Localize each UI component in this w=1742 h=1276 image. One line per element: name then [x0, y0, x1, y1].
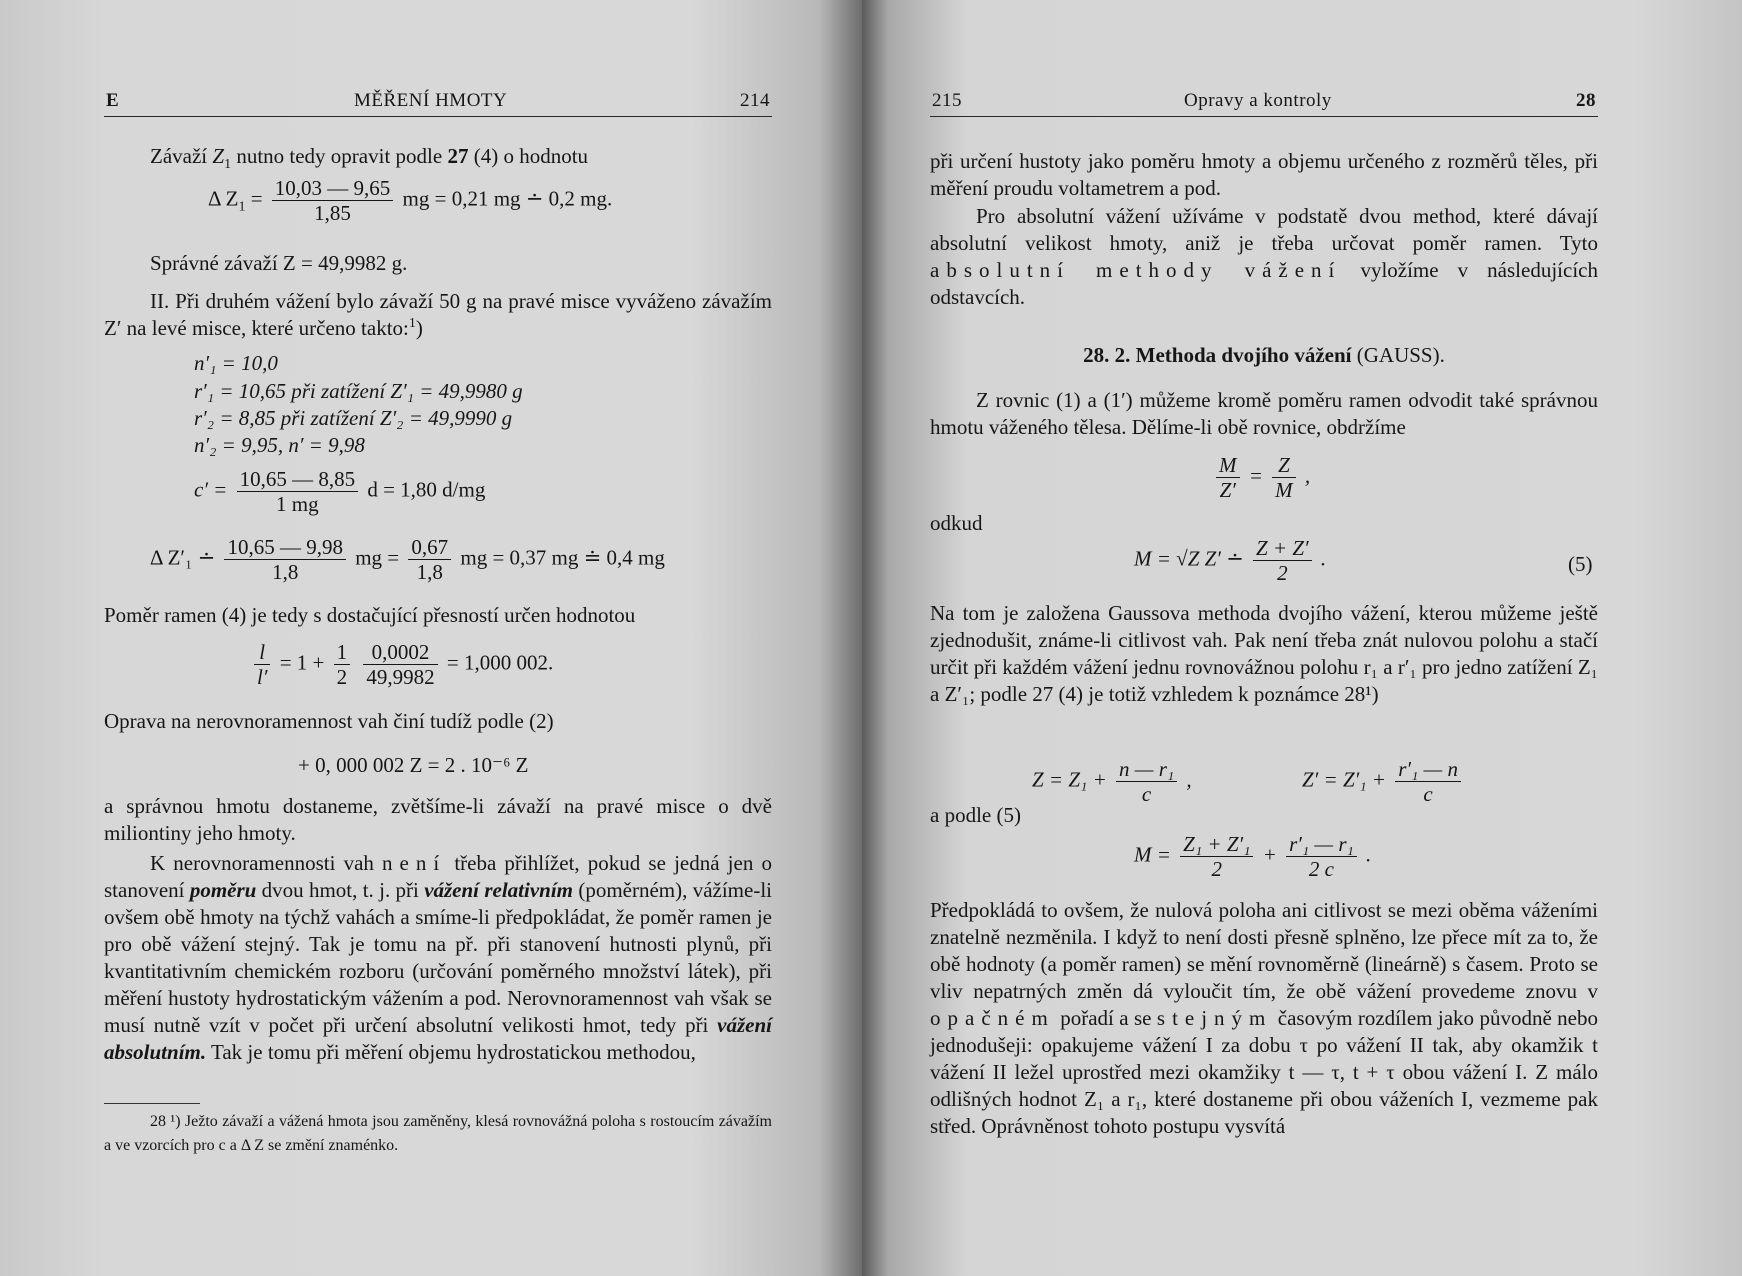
paragraph-correct-mass: a správnou hmotu dostaneme, zvětšíme-li závaží na pravé misce o dvě miliontiny jeho hmoty. [104, 794, 772, 845]
equation-arm-ratio: $\frac{l}{l'}$ = 1 + $\frac{1}{2}$ $\frac{0,0002}{49,9982}$ = 1,000 002. [250, 640, 553, 689]
paragraph-gauss-method: Na tom je založena Gaussova methoda dvojího vážení, kterou můžeme ještě zjednodušit, známe-li citlivost vah. Pak není třeba znát nulovou polohu a stačí určit při každém vážení jednu rovnovážnou polohu r₁ a r′₁ pro jedno zatížení Z₁ a Z′₁; podle 27 (4) je totiž vzhledem k poznámce 28¹) [930, 601, 1598, 706]
paragraph-absolute-methods: Pro absolutní vážení užíváme v podstatě dvou method, které dávají absolutní velikost hmoty, aniž je třeba určovat poměr ramen. Tyto absolutní methody vážení vyložíme v následujících odstavcích. [930, 204, 1598, 309]
podle-5-label: a podle (5) [930, 803, 1021, 827]
paragraph-weight-correction: Závaží $Z_1$ nutno tedy opravit podle 27 (4) o hodnotu [150, 144, 589, 173]
right-page [862, 0, 1742, 1276]
footnote: 28 ¹) Ježto závaží a vážená hmota jsou zaměněny, klesá rovnovážná poloha s rostoucím závažím a ve vzorcích pro c a Δ Z se změní znaménko. [104, 1113, 772, 1154]
page-number: 215 [932, 90, 962, 111]
header-title: MĚŘENÍ HMOTY [354, 90, 508, 111]
reading-2: r′₁ = 10,65 při zatížení Z′₁ = 49,9980 g [194, 379, 523, 403]
equation-delta-z-prime: Δ Z′₁ ∸ $\frac{10,65 — 9,98}{1,8}$ mg = $\frac{0,67}{1,8}$ mg = 0,37 mg ≐ 0,4 mg [150, 535, 665, 584]
paragraph-correction: Oprava na nerovnoramennost vah činí tudíž podle (2) [104, 709, 554, 733]
running-header-right [930, 90, 1598, 117]
reading-4: n′₂ = 9,95, n′ = 9,98 [194, 433, 365, 457]
equation-5: M = √Z Z′ ∸ $\frac{Z + Z'}{2}$ . [1134, 536, 1327, 585]
paragraph-equations-intro: Z rovnic (1) a (1′) můžeme kromě poměru ramen odvodit také správnou hmotu váženého tělesa. Dělíme-li obě rovnice, obdržíme [930, 388, 1598, 439]
equation-label-5: (5) [1568, 552, 1593, 576]
footnote-rule [104, 1103, 200, 1104]
paragraph-arm-ratio: Poměr ramen (4) je tedy s dostačující přesností určen hodnotou [104, 603, 636, 627]
paragraph-second-weighing: II. Při druhém vážení bylo závaží 50 g na pravé misce vyváženo závažím Z′ na levé misce, které určeno takto:$^1$) [104, 289, 772, 340]
chapter-number: 28 [1576, 90, 1596, 111]
paragraph-continuation: při určení hustoty jako poměru hmoty a objemu určeného z rozměrů těles, při měření proudu voltametrem a pod. [930, 149, 1598, 200]
equation-ratio-mass: $\frac{M}{Z'}$ = $\frac{Z}{M}$ , [1212, 453, 1310, 502]
odkud-label: odkud [930, 511, 983, 535]
header-title: Opravy a kontroly [1184, 90, 1332, 111]
paragraph-relative-weighing: K nerovnoramennosti vah není třeba přihlížet, pokud se jedná jen o stanovení poměru dvou hmot, t. j. při vážení relativním (poměrném), vážíme-li ovšem obě hmoty na týchž vahách a smíme-li předpokládat, že poměr ramen je pro obě vážení stejný. Tak je tomu na př. při stanovení hutnosti plynů, při kvantitativním chemickém rozboru (určování poměrného množství látek), při měření hustoty hydrostatickým vážením a pod. Nerovnoramennost vah však se musí nutně vzít v počet při určení absolutní velikosti hmot, tedy při vážení absolutním. Tak je tomu při měření objemu hydrostatickou methodou, [104, 851, 772, 1064]
page-number: 214 [740, 90, 770, 111]
equation-delta-z: Δ $Z_1$ = $\frac{10,03 — 9,65}{1,85}$ mg = 0,21 mg ∸ 0,2 mg. [208, 176, 613, 225]
running-header-left [104, 90, 772, 117]
equation-z-left: Z = Z₁ + $\frac{\text{n — r₁}}{c}$ , [1032, 757, 1192, 806]
section-heading: 28. 2. Methoda dvojího vážení (GAUSS). [1083, 343, 1445, 367]
correct-weight: Správné závaží Z = 49,9982 g. [150, 251, 408, 275]
header-letter: E [106, 90, 120, 111]
equation-sensitivity: c′ = $\frac{10,65 — 8,85}{1 mg}$ d = 1,80 d/mg [194, 467, 486, 516]
equation-correction: + 0, 000 002 Z = 2 . 10⁻⁶ Z [298, 753, 529, 777]
reading-3: r′₂ = 8,85 při zatížení Z′₂ = 49,9990 g [194, 406, 513, 430]
paragraph-linear-drift: Předpokládá to ovšem, že nulová poloha ani citlivost se mezi oběma váženími znatelně nezměnila. I když to není dosti přesně splněno, lze přece mít za to, že obě hodnoty (a poměr ramen) se mění rovnoměrně (lineárně) s časem. Proto se vliv nepatrných změn dá vyloučit tím, že obě vážení provedeme znovu v opačném pořadí a se stejným časovým rozdílem jako původně nebo jednodušeji: opakujeme vážení I za dobu τ po vážení II tak, aby okamžik t vážení II ležel uprostřed mezi okamžiky t — τ, t + τ obou vážení I. Z málo odlišných hodnot Z₁ a r₁, které dostaneme při obou váženích I, vezmeme pak střed. Oprávněnost tohoto postupu vysvítá [930, 898, 1598, 1138]
reading-1: n′₁ = 10,0 [194, 351, 278, 375]
left-page [0, 0, 862, 1276]
equation-z-right: Z′ = Z′₁ + $\frac{\text{r′₁ — n}}{c}$ [1302, 757, 1465, 806]
equation-mass: M = $\frac{\text{Z₁ + Z′₁}}{2}$ + $\frac{\text{r′₁ — r₁}}{2 c}$ . [1134, 832, 1372, 881]
